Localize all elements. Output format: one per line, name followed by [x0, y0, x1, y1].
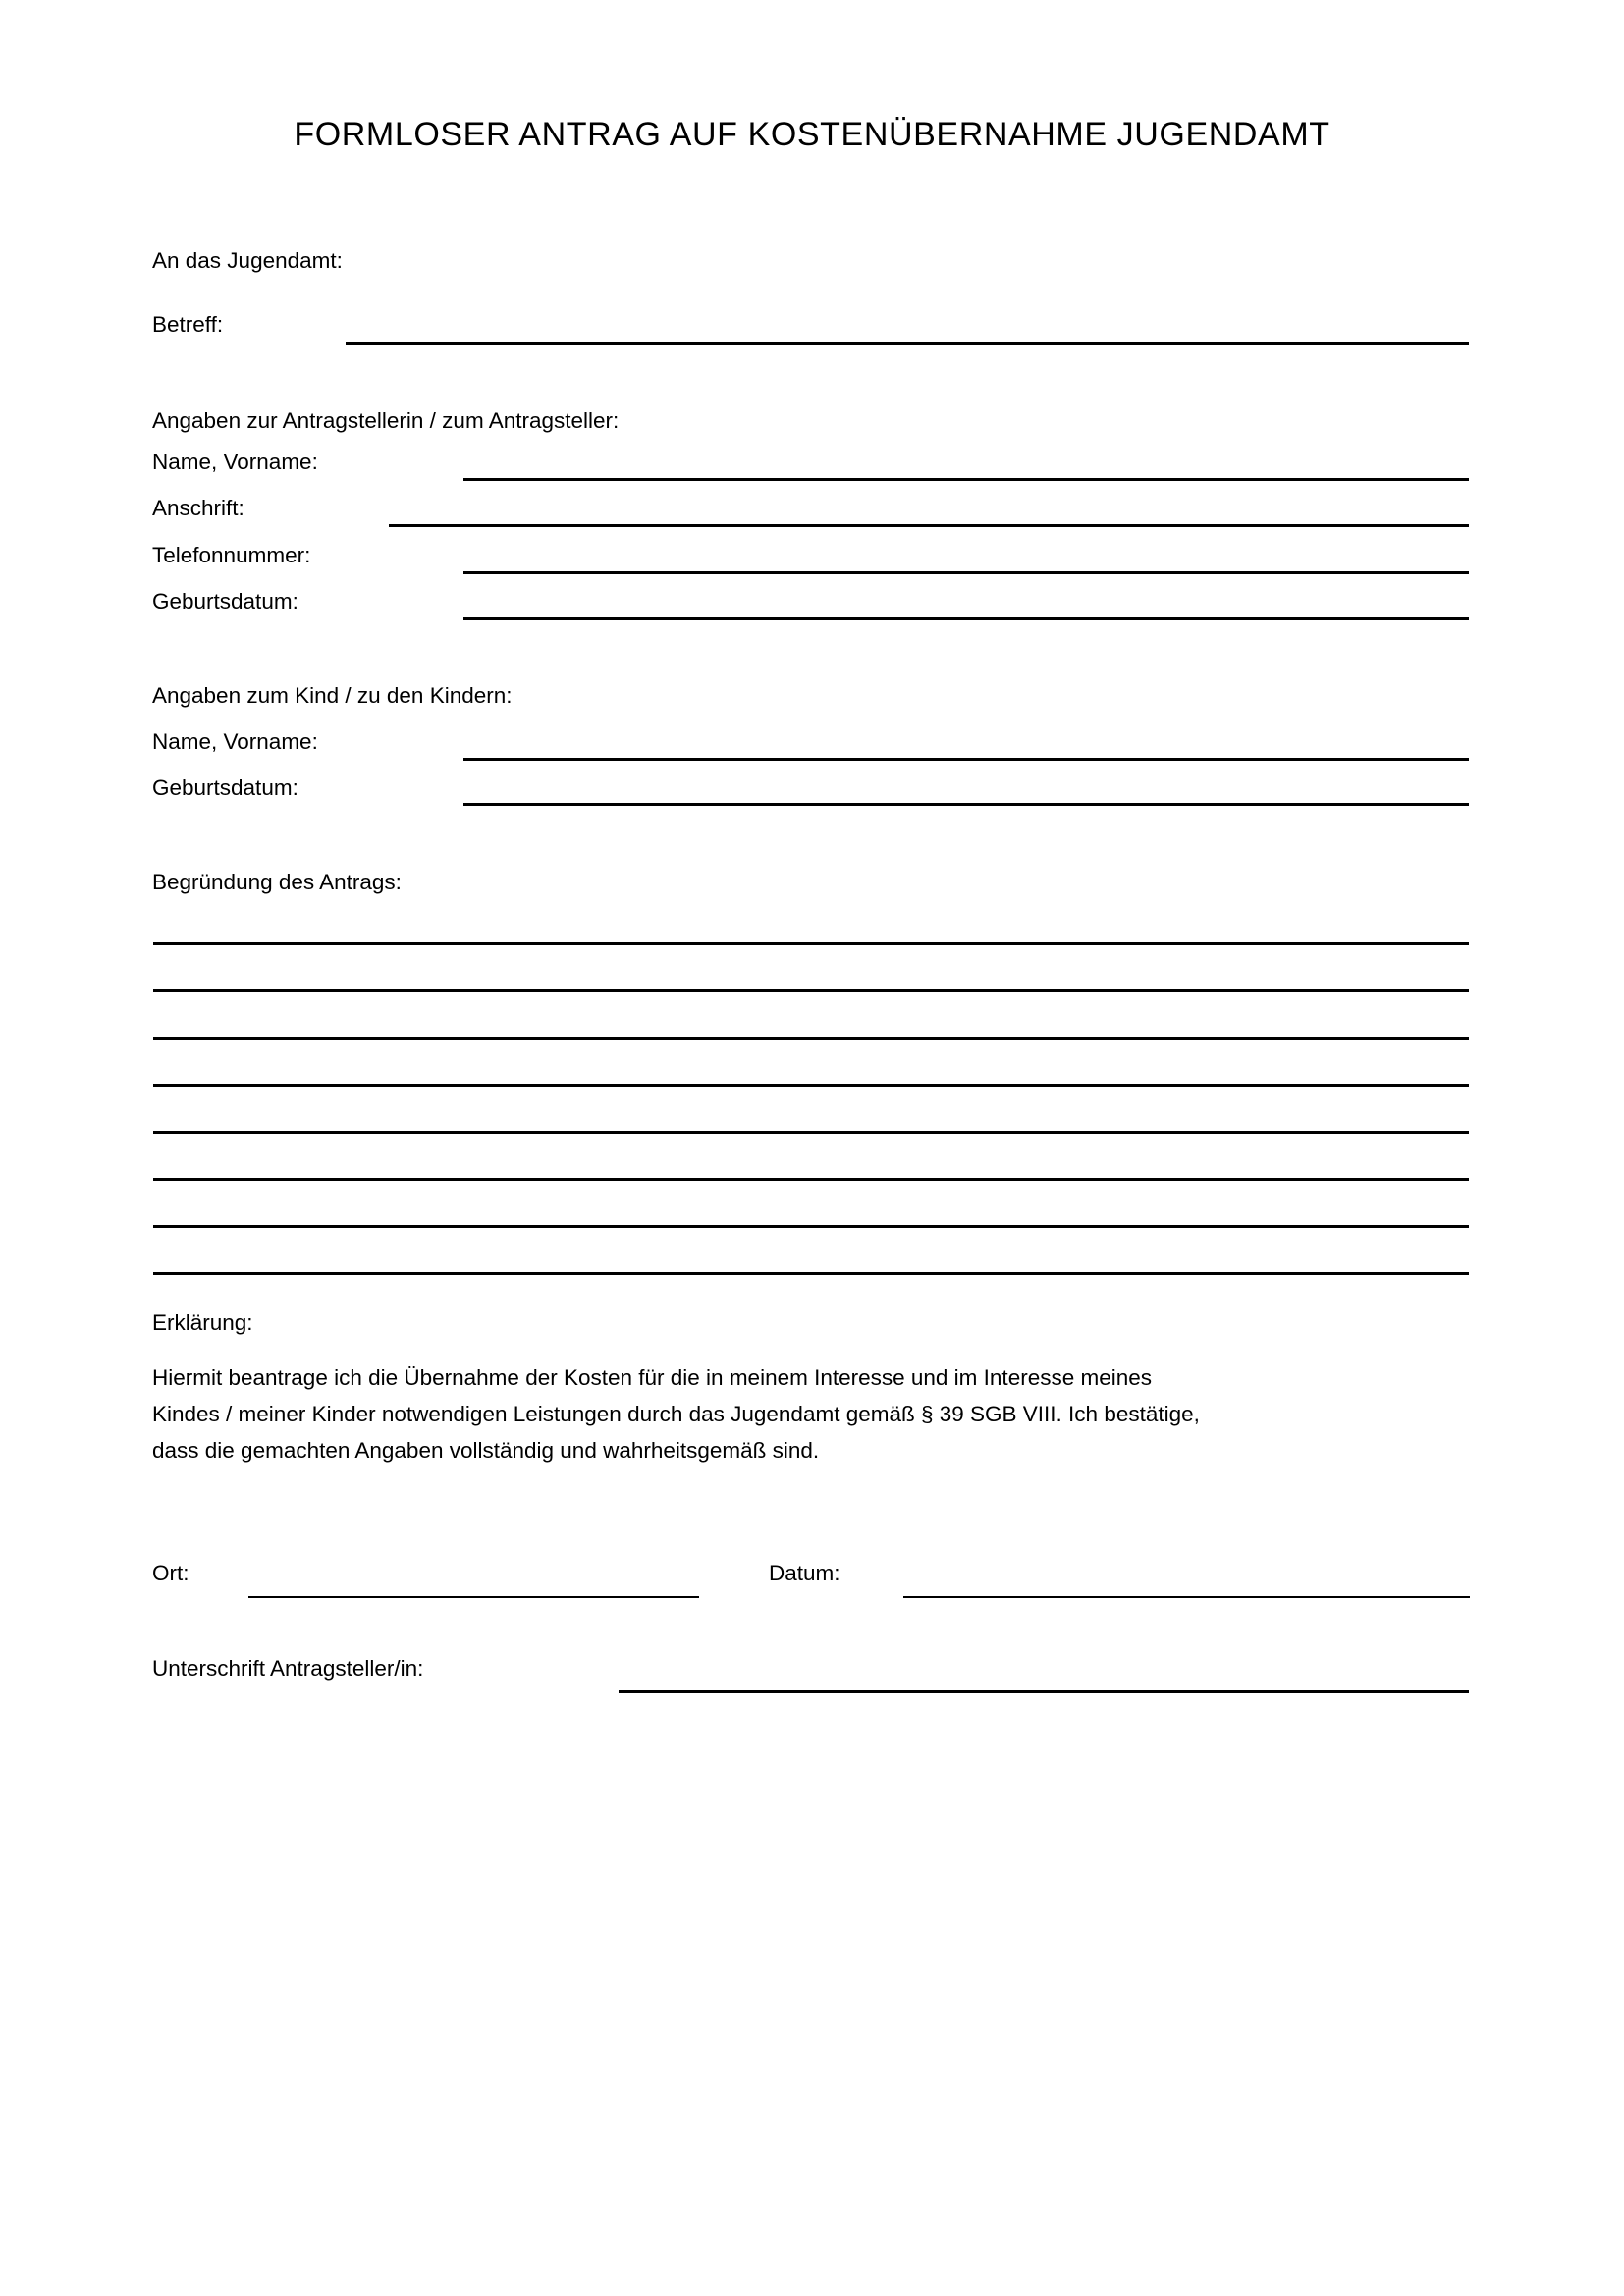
applicant-phone-label: Telefonnummer:: [152, 543, 311, 567]
declaration-paragraph: [152, 1360, 1448, 1468]
declaration-line: dass die gemachten Angaben vollständig und wahrheitsgemäß sind.: [152, 1438, 820, 1463]
applicant-address-input-line[interactable]: [389, 524, 1469, 527]
recipient-label: An das Jugendamt:: [152, 248, 343, 273]
applicant-phone-input-line[interactable]: [463, 571, 1469, 574]
reason-blank-line[interactable]: [153, 1037, 1469, 1040]
date-label: Datum:: [769, 1561, 840, 1585]
reason-blank-line[interactable]: [153, 942, 1469, 945]
applicant-section-heading: Angaben zur Antragstellerin / zum Antragsteller:: [152, 408, 620, 433]
applicant-address-label: Anschrift:: [152, 496, 244, 520]
declaration-line: Kindes / meiner Kinder notwendigen Leistungen durch das Jugendamt gemäß § 39 SGB VIII. Ich bestätige,: [152, 1402, 1200, 1426]
place-input-line[interactable]: [248, 1596, 699, 1598]
applicant-birthdate-label: Geburtsdatum:: [152, 589, 298, 614]
place-label: Ort:: [152, 1561, 189, 1585]
child-name-label: Name, Vorname:: [152, 729, 318, 754]
child-birthdate-label: Geburtsdatum:: [152, 775, 298, 800]
applicant-birthdate-input-line[interactable]: [463, 617, 1469, 620]
child-birthdate-input-line[interactable]: [463, 803, 1469, 806]
reason-section-heading: Begründung des Antrags:: [152, 870, 402, 894]
declaration-heading: Erklärung:: [152, 1310, 253, 1335]
applicant-name-label: Name, Vorname:: [152, 450, 318, 474]
reason-blank-line[interactable]: [153, 1178, 1469, 1181]
reason-blank-line[interactable]: [153, 1225, 1469, 1228]
page-title: FORMLOSER ANTRAG AUF KOSTENÜBERNAHME JUGENDAMT: [294, 116, 1330, 153]
child-name-input-line[interactable]: [463, 758, 1469, 761]
subject-label: Betreff:: [152, 312, 224, 337]
reason-blank-line[interactable]: [153, 1131, 1469, 1134]
reason-blank-line[interactable]: [153, 1272, 1469, 1275]
applicant-name-input-line[interactable]: [463, 478, 1469, 481]
date-input-line[interactable]: [903, 1596, 1470, 1598]
signature-label: Unterschrift Antragsteller/in:: [152, 1656, 424, 1681]
reason-blank-line[interactable]: [153, 989, 1469, 992]
reason-blank-line[interactable]: [153, 1084, 1469, 1087]
subject-input-line[interactable]: [346, 342, 1469, 345]
declaration-line: Hiermit beantrage ich die Übernahme der Kosten für die in meinem Interesse und im Interesse meines: [152, 1365, 1153, 1390]
signature-input-line[interactable]: [619, 1690, 1469, 1693]
children-section-heading: Angaben zum Kind / zu den Kindern:: [152, 683, 513, 708]
